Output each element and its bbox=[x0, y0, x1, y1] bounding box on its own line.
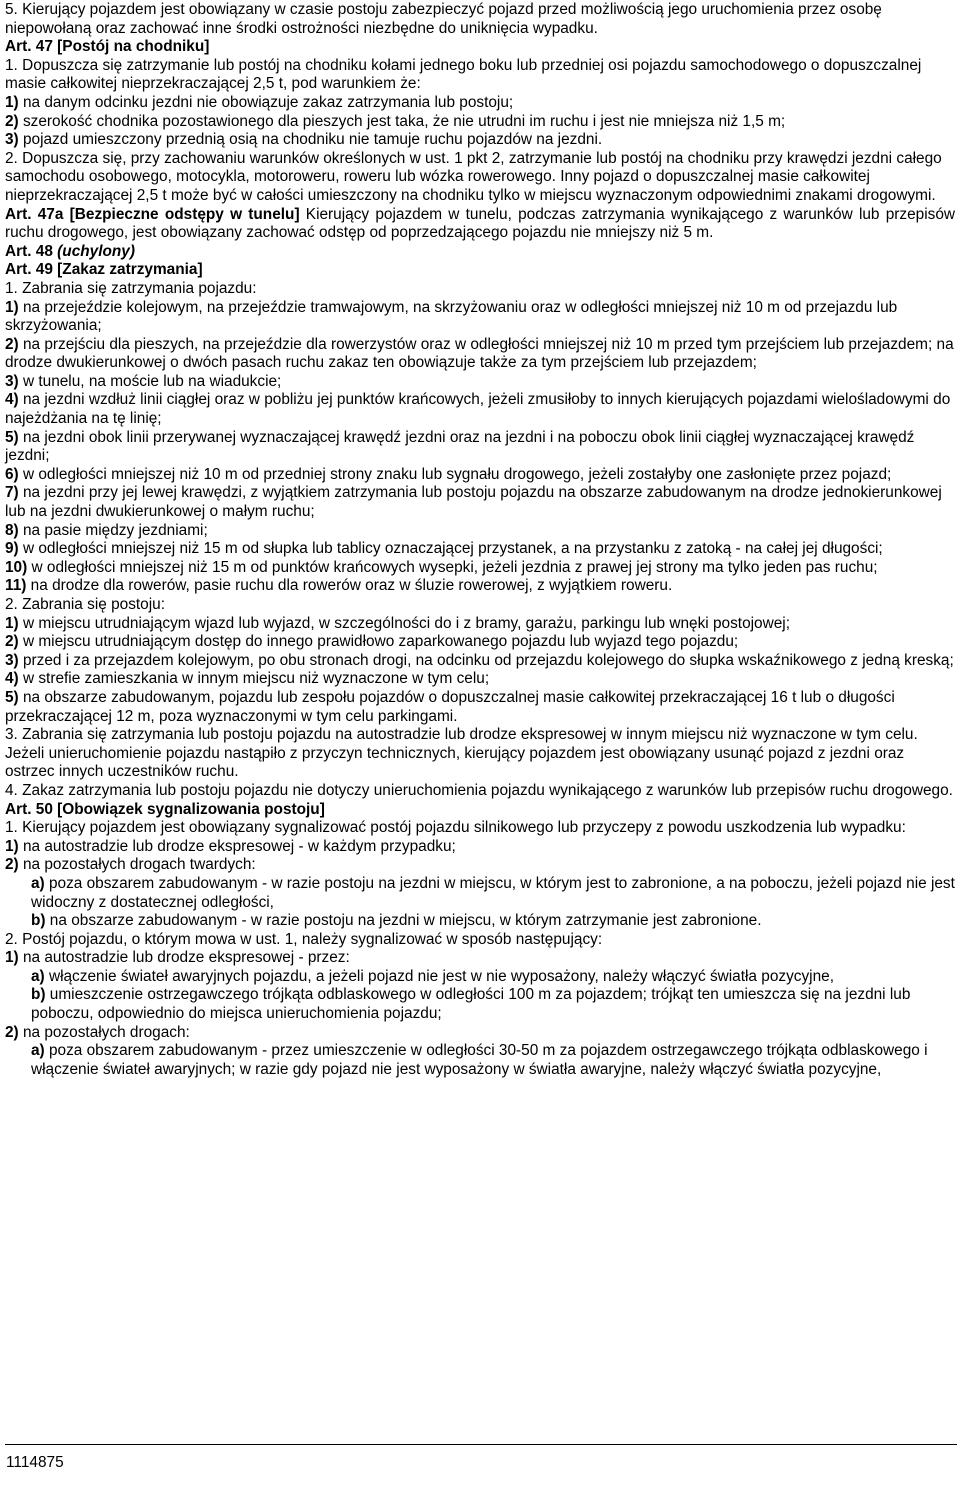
article-title: Art. 48 bbox=[5, 242, 53, 260]
paragraph-text: umieszczenie ostrzegawczego trójkąta odblaskowego w odległości 100 m za pojazdem; trójkąt ten umieszcza się na jezdni lub poboczu, odpowiednio do miejsca unieruchomienia pojazdu; bbox=[31, 986, 911, 1023]
paragraph bbox=[5, 57, 955, 94]
list-item bbox=[5, 484, 955, 521]
list-number: 6) bbox=[5, 465, 19, 483]
paragraph-text: na autostradzie lub drodze ekspresowej - w każdym przypadku; bbox=[18, 837, 456, 855]
paragraph bbox=[5, 280, 955, 299]
paragraph-text: w odległości mniejszej niż 15 m od punktów krańcowych wysepki, jeżeli jezdnia z prawej jej strony ma tylko jeden pas ruchu; bbox=[27, 558, 878, 576]
list-number: 3) bbox=[5, 651, 19, 669]
list-item bbox=[5, 633, 955, 652]
paragraph-text: 2. Postój pojazdu, o którym mowa w ust. 1, należy sygnalizować w sposób następujący: bbox=[5, 930, 603, 948]
paragraph-text: na obszarze zabudowanym, pojazdu lub zespołu pojazdów o dopuszczalnej masie całkowitej przekraczającej 16 t lub o długości przekraczającej 12 m, poza wyznaczonymi w tym celu parkingami. bbox=[5, 688, 895, 725]
paragraph-text: w odległości mniejszej niż 10 m od przedniej strony znaku lub sygnału drogowego, jeżeli zostałyby one zasłonięte przez pojazd; bbox=[18, 465, 892, 483]
list-number: 1) bbox=[5, 298, 19, 316]
list-number: 4) bbox=[5, 670, 19, 688]
list-number: 1) bbox=[5, 614, 19, 632]
list-item bbox=[5, 1042, 955, 1079]
list-number: 2) bbox=[5, 112, 19, 130]
paragraph-text: na pasie między jezdniami; bbox=[18, 521, 208, 539]
list-item bbox=[5, 838, 955, 857]
paragraph-text: na autostradzie lub drodze ekspresowej - przez: bbox=[18, 949, 350, 967]
list-number: 4) bbox=[5, 391, 19, 409]
paragraph-text: na jezdni wzdłuż linii ciągłej oraz w pobliżu jej punktów krańcowych, jeżeli zmusiłoby to innych kierujących pojazdami wielośladowymi do najeżdżania na tę linię; bbox=[5, 391, 951, 428]
list-number: a) bbox=[31, 874, 45, 892]
paragraph-text: 1. Zabrania się zatrzymania pojazdu: bbox=[5, 279, 257, 297]
article-title: Art. 49 [Zakaz zatrzymania] bbox=[5, 261, 203, 279]
paragraph bbox=[5, 596, 955, 615]
paragraph-text: szerokość chodnika pozostawionego dla pieszych jest taka, że nie utrudni im ruchu i jest nie mniejsza niż 1,5 m; bbox=[18, 112, 786, 130]
list-item bbox=[5, 94, 955, 113]
list-item bbox=[5, 391, 955, 428]
list-item bbox=[5, 968, 955, 987]
article-heading bbox=[5, 801, 955, 820]
list-number: 1) bbox=[5, 837, 19, 855]
paragraph-text: Kierujący pojazdem w tunelu, podczas zatrzymania wynikającego z warunków lub przepisów ruchu drogowego, jest obowiązany zachować odstęp od poprzedzającego pojazdu nie mniejszy niż 5 m. bbox=[5, 205, 956, 242]
list-item bbox=[5, 1024, 955, 1043]
paragraph-text: 2. Dopuszcza się, przy zachowaniu warunków określonych w ust. 1 pkt 2, zatrzymanie lub postój na chodniku przy krawędzi jezdni całego samochodu osobowego, motocykla, motoroweru, roweru lub wózka rowerowego. Inny pojazd o dopuszczalnej masie całkowitej nieprzekraczającej 2,5 t może być w całości umieszczony na chodniku tylko w miejscu wyznaczonym odpowiednimi znakami drogowymi. bbox=[5, 149, 942, 204]
list-item bbox=[5, 615, 955, 634]
paragraph-text: w strefie zamieszkania w innym miejscu niż wyznaczone w tym celu; bbox=[18, 670, 490, 688]
list-number: 9) bbox=[5, 540, 19, 558]
list-number: a) bbox=[31, 967, 45, 985]
list-number: 5) bbox=[5, 688, 19, 706]
article-heading bbox=[5, 206, 955, 243]
paragraph bbox=[5, 1, 955, 38]
list-item bbox=[5, 540, 955, 559]
article-status: (uchylony) bbox=[52, 242, 135, 260]
list-item bbox=[5, 131, 955, 150]
paragraph-text: na danym odcinku jezdni nie obowiązuje zakaz zatrzymania lub postoju; bbox=[18, 93, 514, 111]
list-number: 11) bbox=[5, 577, 27, 595]
list-item bbox=[5, 577, 955, 596]
list-item bbox=[5, 986, 955, 1023]
paragraph-text: na pozostałych drogach: bbox=[18, 1023, 190, 1041]
article-heading bbox=[5, 38, 955, 57]
list-number: b) bbox=[31, 912, 46, 930]
article-title: Art. 47a [Bezpieczne odstępy w tunelu] bbox=[5, 205, 300, 223]
list-number: 2) bbox=[5, 633, 19, 651]
paragraph-text: poza obszarem zabudowanym - przez umieszczenie w odległości 30-50 m za pojazdem ostrzegawczego trójkąta odblaskowego i włączenie świateł awaryjnych; w razie gdy pojazd nie jest wyposażony w światła awaryjne, należy włączyć światła pozycyjne, bbox=[31, 1042, 928, 1078]
list-item bbox=[5, 912, 955, 931]
paragraph bbox=[5, 726, 955, 782]
list-number: 1) bbox=[5, 949, 19, 967]
paragraph-text: na jezdni przy jej lewej krawędzi, z wyjątkiem zatrzymania lub postoju pojazdu na obszarze zabudowanym na drodze jednokierunkowej lub na jezdni dwukierunkowej o małym ruchu; bbox=[5, 484, 942, 521]
list-item bbox=[5, 429, 955, 466]
paragraph-text: 3. Zabrania się zatrzymania lub postoju pojazdu na autostradzie lub drodze ekspresowej w innym miejscu niż wyznaczone w tym celu. Jeżeli unieruchomienie pojazdu nastąpiło z przyczyn technicznych, kierujący pojazdem jest obowiązany usunąć pojazd z jezdni oraz ostrzec innych uczestników ruchu. bbox=[5, 726, 918, 781]
paragraph-text: przed i za przejazdem kolejowym, po obu stronach drogi, na odcinku od przejazdu kolejowego do słupka wskaźnikowego z jedną kreską; bbox=[18, 651, 954, 669]
paragraph bbox=[5, 931, 955, 950]
article-title: Art. 50 [Obowiązek sygnalizowania postoju] bbox=[5, 800, 325, 818]
paragraph-text: 4. Zakaz zatrzymania lub postoju pojazdu nie dotyczy unieruchomienia pojazdu wynikającego z warunków lub przepisów ruchu drogowego. bbox=[5, 781, 953, 799]
paragraph-text: na jezdni obok linii przerywanej wyznaczającej krawędź jezdni oraz na jezdni i na poboczu obok linii ciągłej wyznaczającej krawędź jezdni; bbox=[5, 428, 915, 465]
document-code: 1114875 bbox=[6, 1454, 64, 1471]
article-title: Art. 47 [Postój na chodniku] bbox=[5, 38, 210, 56]
document-page bbox=[5, 1, 955, 1079]
paragraph-text: na drodze dla rowerów, pasie ruchu dla rowerów oraz w śluzie rowerowej, z wyjątkiem roweru. bbox=[26, 577, 673, 595]
list-item bbox=[5, 336, 955, 373]
paragraph-text: 1. Kierujący pojazdem jest obowiązany sygnalizować postój pojazdu silnikowego lub przyczepy z powodu uszkodzenia lub wypadku: bbox=[5, 819, 906, 837]
paragraph-text: na pozostałych drogach twardych: bbox=[18, 856, 256, 874]
paragraph-text: pojazd umieszczony przednią osią na chodniku nie tamuje ruchu pojazdów na jezdni. bbox=[18, 131, 603, 149]
footer-divider bbox=[5, 1444, 957, 1445]
list-number: b) bbox=[31, 986, 46, 1004]
list-item bbox=[5, 689, 955, 726]
paragraph-text: w miejscu utrudniającym dostęp do innego prawidłowo zaparkowanego pojazdu lub wyjazd tego pojazdu; bbox=[18, 633, 739, 651]
list-item bbox=[5, 670, 955, 689]
list-item bbox=[5, 875, 955, 912]
list-item bbox=[5, 949, 955, 968]
list-item bbox=[5, 652, 955, 671]
list-number: 8) bbox=[5, 521, 19, 539]
paragraph bbox=[5, 819, 955, 838]
paragraph-text: na przejściu dla pieszych, na przejeździe dla rowerzystów oraz w odległości mniejszej niż 10 m przed tym przejściem lub przejazdem; na drodze dwukierunkowej o dwóch pasach ruchu zakaz ten obowiązuje także za tym przejściem lub przejazdem; bbox=[5, 335, 954, 372]
paragraph-text: w odległości mniejszej niż 15 m od słupka lub tablicy oznaczającej przystanek, a na przystanku z zatoką - na całej jej długości; bbox=[18, 540, 883, 558]
list-item bbox=[5, 373, 955, 392]
paragraph bbox=[5, 150, 955, 206]
paragraph bbox=[5, 782, 955, 801]
list-item bbox=[5, 466, 955, 485]
article-heading bbox=[5, 243, 955, 262]
list-number: a) bbox=[31, 1042, 45, 1060]
list-number: 10) bbox=[5, 558, 28, 576]
list-number: 3) bbox=[5, 131, 19, 149]
list-number: 1) bbox=[5, 93, 19, 111]
list-number: 2) bbox=[5, 856, 19, 874]
list-item bbox=[5, 299, 955, 336]
article-heading bbox=[5, 261, 955, 280]
list-item bbox=[5, 559, 955, 578]
paragraph-text: w miejscu utrudniającym wjazd lub wyjazd, w szczególności do i z bramy, garażu, parkingu lub wnęki postojowej; bbox=[18, 614, 790, 632]
list-number: 2) bbox=[5, 335, 19, 353]
list-number: 2) bbox=[5, 1023, 19, 1041]
paragraph-text: 1. Dopuszcza się zatrzymanie lub postój na chodniku kołami jednego boku lub przedniej osi pojazdu samochodowego o dopuszczalnej masie całkowitej nieprzekraczającej 2,5 t, pod warunkiem że: bbox=[5, 56, 922, 93]
paragraph-text: na obszarze zabudowanym - w razie postoju na jezdni w miejscu, w którym zatrzymanie jest zabronione. bbox=[45, 912, 762, 930]
paragraph-text: 2. Zabrania się postoju: bbox=[5, 596, 165, 613]
paragraph-text: 5. Kierujący pojazdem jest obowiązany w czasie postoju zabezpieczyć pojazd przed możliwością jego uruchomienia przez osobę niepowołaną oraz zachować inne środki ostrożności niezbędne do uniknięcia wypadku. bbox=[5, 1, 882, 37]
list-number: 3) bbox=[5, 372, 19, 390]
list-number: 5) bbox=[5, 428, 19, 446]
paragraph-text: na przejeździe kolejowym, na przejeździe tramwajowym, na skrzyżowaniu oraz w odległości mniejszej niż 10 m od przejazdu lub skrzyżowania; bbox=[5, 298, 898, 335]
paragraph-text: włączenie świateł awaryjnych pojazdu, a jeżeli pojazd nie jest w nie wyposażony, należy włączyć światła pozycyjne, bbox=[44, 967, 834, 985]
list-item bbox=[5, 113, 955, 132]
list-item bbox=[5, 522, 955, 541]
list-number: 7) bbox=[5, 484, 19, 502]
list-item bbox=[5, 856, 955, 875]
paragraph-text: w tunelu, na moście lub na wiadukcie; bbox=[18, 372, 282, 390]
paragraph-text: poza obszarem zabudowanym - w razie postoju na jezdni w miejscu, w którym jest to zabronione, a na poboczu, jeżeli pojazd nie jest widoczny z dostatecznej odległości, bbox=[31, 874, 955, 911]
